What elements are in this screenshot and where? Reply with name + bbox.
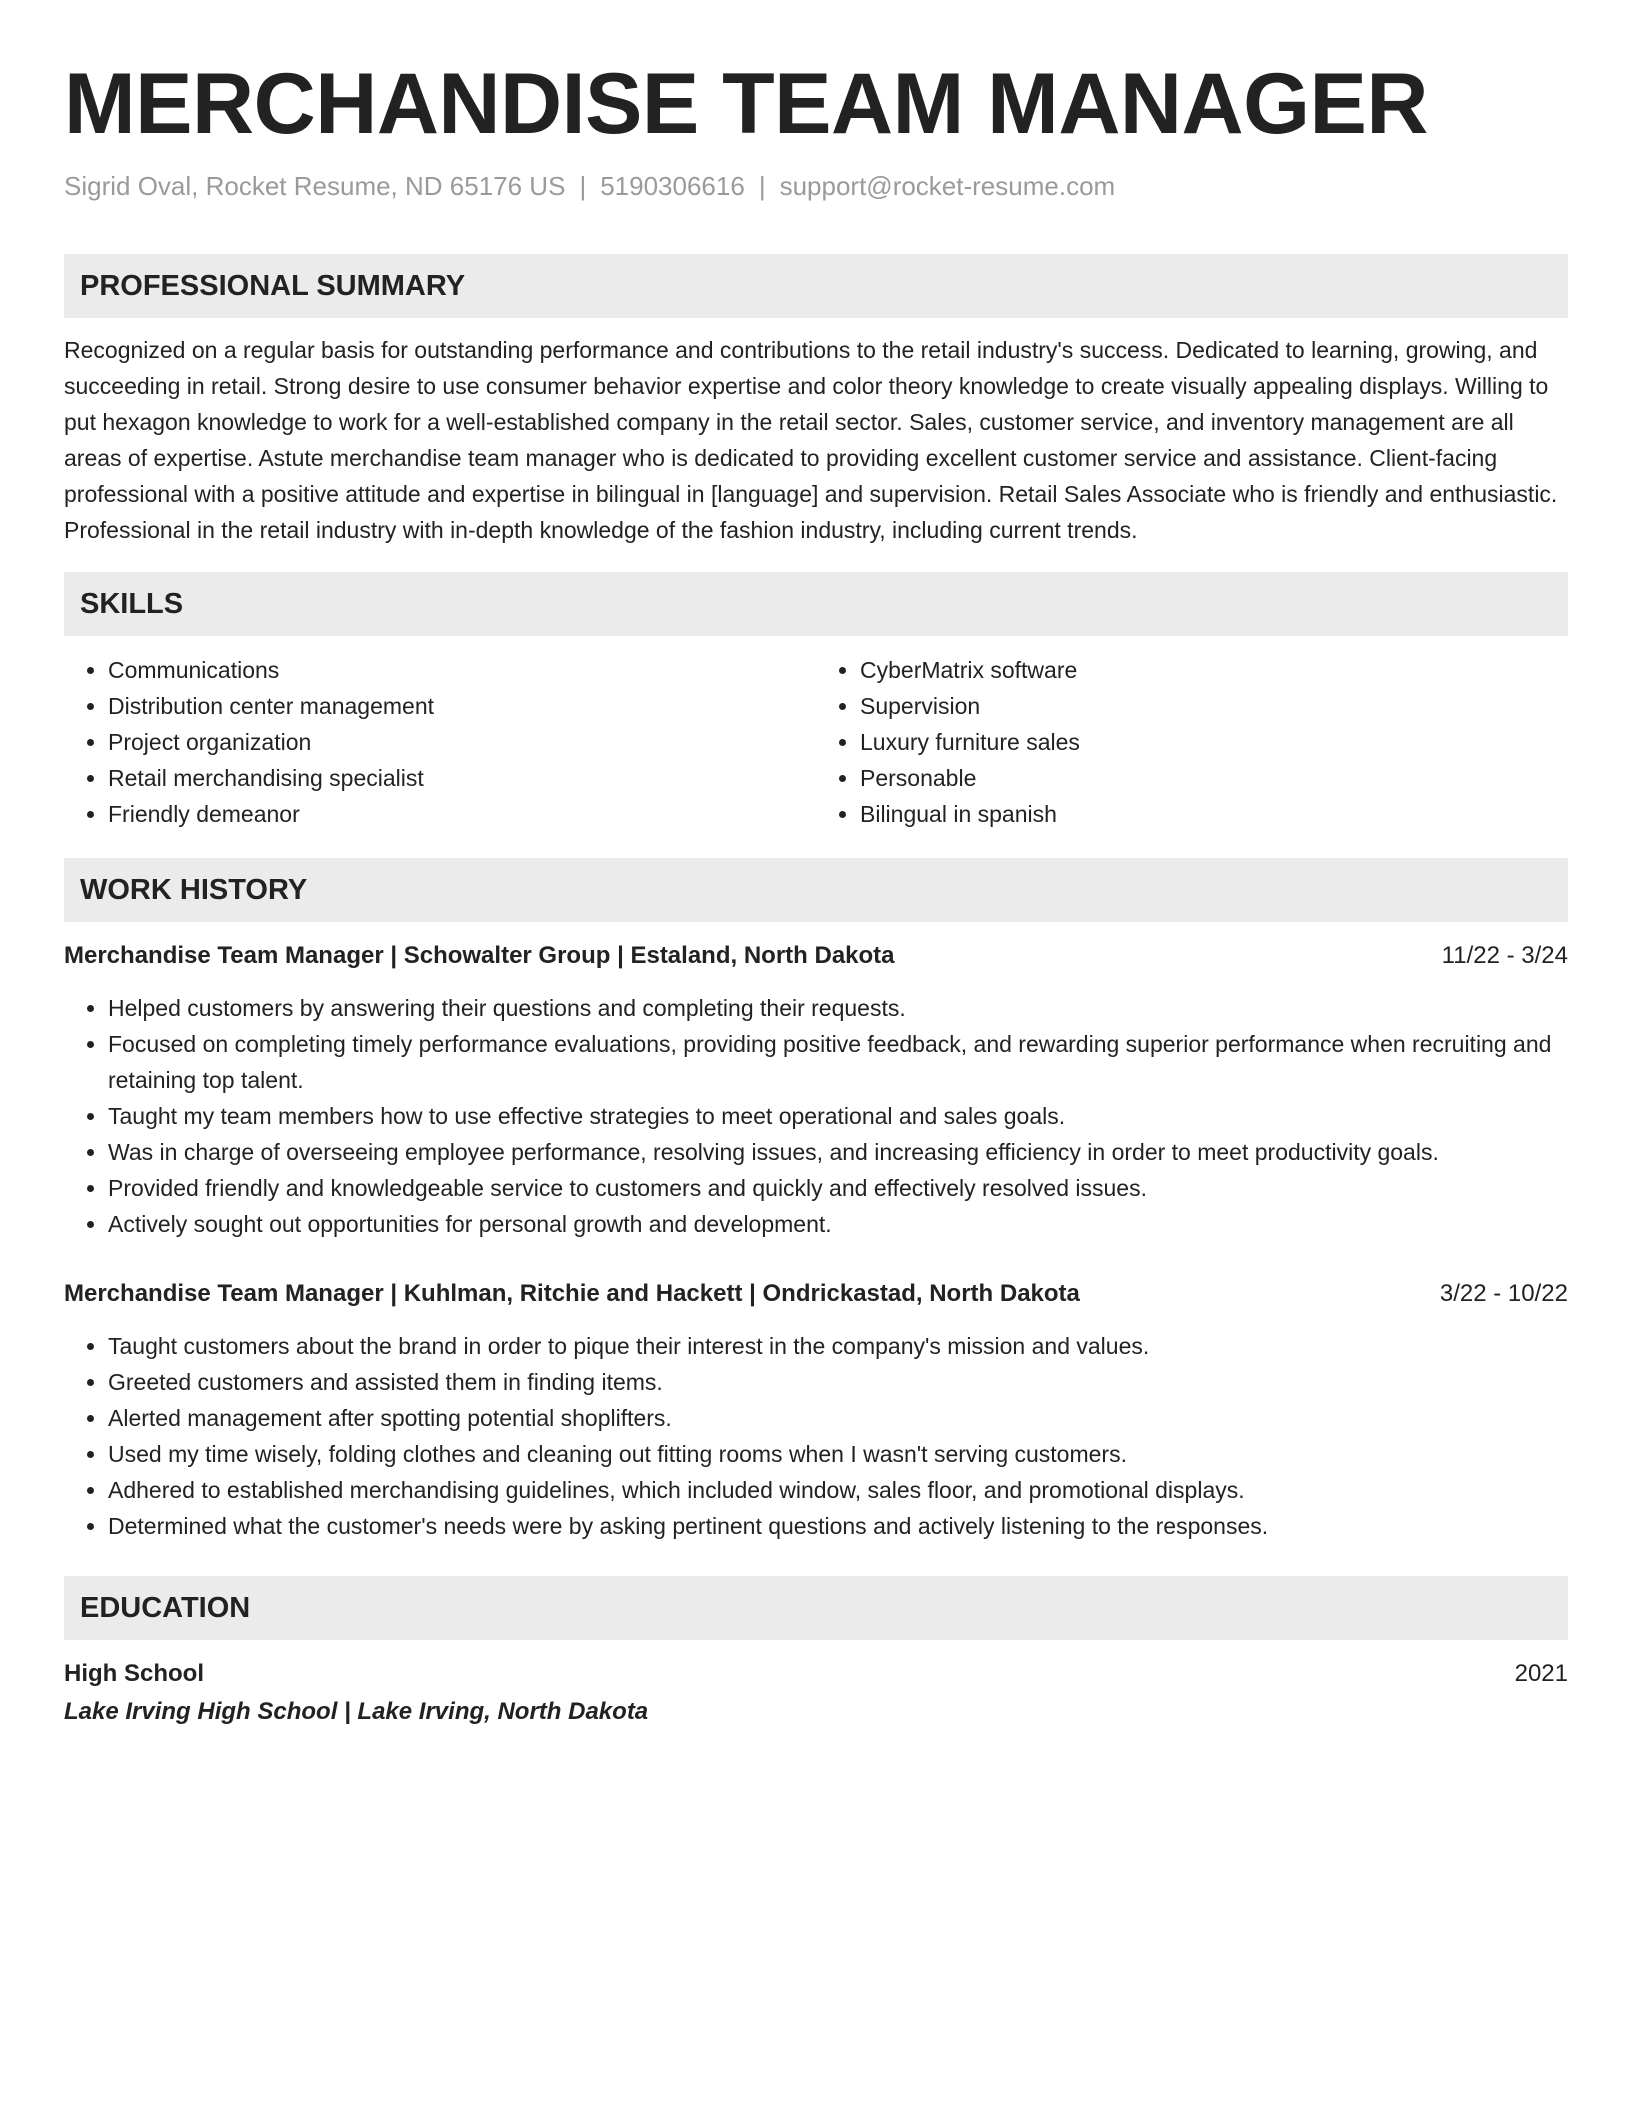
job-bullet: • Actively sought out opportunities for personal growth and development. — [108, 1206, 1568, 1242]
job-heading — [64, 938, 1568, 974]
job-title: Merchandise Team Manager | Schowalter Group | Estaland, North Dakota — [64, 942, 895, 969]
contact-address: Sigrid Oval, Rocket Resume, ND 65176 US — [64, 171, 566, 201]
job-bullet: • Alerted management after spotting potential shoplifters. — [108, 1400, 1568, 1436]
skill-item: • Communications — [108, 652, 816, 688]
skill-item: • Personable — [860, 760, 1568, 796]
job-bullet: • Focused on completing timely performance evaluations, providing positive feedback, and rewarding superior performance when recruiting and retaining top talent. — [108, 1026, 1568, 1098]
job-bullet: • Taught customers about the brand in order to pique their interest in the company's mission and values. — [108, 1328, 1568, 1364]
summary-text: Recognized on a regular basis for outstanding performance and contributions to the retail industry's success. Dedicated to learning, growing, and succeeding in retail. Strong desire to use consumer behavior expertise and color theory knowledge to create visually appealing displays. Willing to put hexagon knowledge to work for a well-established company in the retail sector. Sales, customer service, and inventory management are all areas of expertise. Astute merchandise team manager who is dedicated to providing excellent customer service and assistance. Client-facing professional with a positive attitude and expertise in bilingual in [language] and supervision. Retail Sales Associate who is friendly and enthusiastic. Professional in the retail industry with in-depth knowledge of the fashion industry, including current trends. — [64, 337, 1558, 543]
contact-separator: | — [758, 171, 766, 201]
resume-title: MERCHANDISE TEAM MANAGER — [64, 56, 1428, 152]
job-entry — [64, 1276, 1568, 1544]
job-bullet: • Determined what the customer's needs were by asking pertinent questions and actively listening to the responses. — [108, 1508, 1568, 1544]
education-heading — [64, 1656, 1568, 1692]
job-title: Merchandise Team Manager | Kuhlman, Ritchie and Hackett | Ondrickastad, North Dakota — [64, 1280, 1080, 1307]
skills-list-right — [816, 652, 1568, 832]
job-dates: 3/22 - 10/22 — [1439, 1280, 1568, 1307]
contact-email: support@rocket-resume.com — [779, 171, 1116, 201]
job-bullet: • Was in charge of overseeing employee performance, resolving issues, and increasing efficiency in order to meet productivity goals. — [108, 1134, 1568, 1170]
contact-separator: | — [579, 171, 587, 201]
job-bullet: • Provided friendly and knowledgeable service to customers and quickly and effectively resolved issues. — [108, 1170, 1568, 1206]
skills-list-left — [64, 652, 816, 832]
job-bullet: • Adhered to established merchandising guidelines, which included window, sales floor, and promotional displays. — [108, 1472, 1568, 1508]
education-degree: High School — [64, 1660, 204, 1687]
section-header-summary: PROFESSIONAL SUMMARY — [64, 254, 1568, 318]
skill-item: • CyberMatrix software — [860, 652, 1568, 688]
skill-item: • Bilingual in spanish — [860, 796, 1568, 832]
job-bullet: • Used my time wisely, folding clothes and cleaning out fitting rooms when I wasn't serving customers. — [108, 1436, 1568, 1472]
section-header-education: EDUCATION — [64, 1576, 1568, 1640]
skills-grid — [64, 652, 1568, 832]
section-header-work-history: WORK HISTORY — [64, 858, 1568, 922]
job-heading — [64, 1276, 1568, 1312]
job-dates: 11/22 - 3/24 — [1441, 942, 1568, 969]
job-bullet: • Helped customers by answering their questions and completing their requests. — [108, 990, 1568, 1026]
job-bullets — [64, 1328, 1568, 1544]
skill-item: • Distribution center management — [108, 688, 816, 724]
skill-item: • Project organization — [108, 724, 816, 760]
education-year: 2021 — [1514, 1660, 1568, 1687]
skill-item: • Luxury furniture sales — [860, 724, 1568, 760]
job-bullet: • Greeted customers and assisted them in finding items. — [108, 1364, 1568, 1400]
job-entry — [64, 938, 1568, 1242]
skill-item: • Friendly demeanor — [108, 796, 816, 832]
job-bullet: • Taught my team members how to use effective strategies to meet operational and sales goals. — [108, 1098, 1568, 1134]
education-school: Lake Irving High School | Lake Irving, North Dakota — [64, 1698, 649, 1725]
section-header-skills: SKILLS — [64, 572, 1568, 636]
contact-line — [64, 168, 1568, 204]
contact-phone: 5190306616 — [600, 171, 745, 201]
job-bullets — [64, 990, 1568, 1242]
skill-item: • Supervision — [860, 688, 1568, 724]
skill-item: • Retail merchandising specialist — [108, 760, 816, 796]
